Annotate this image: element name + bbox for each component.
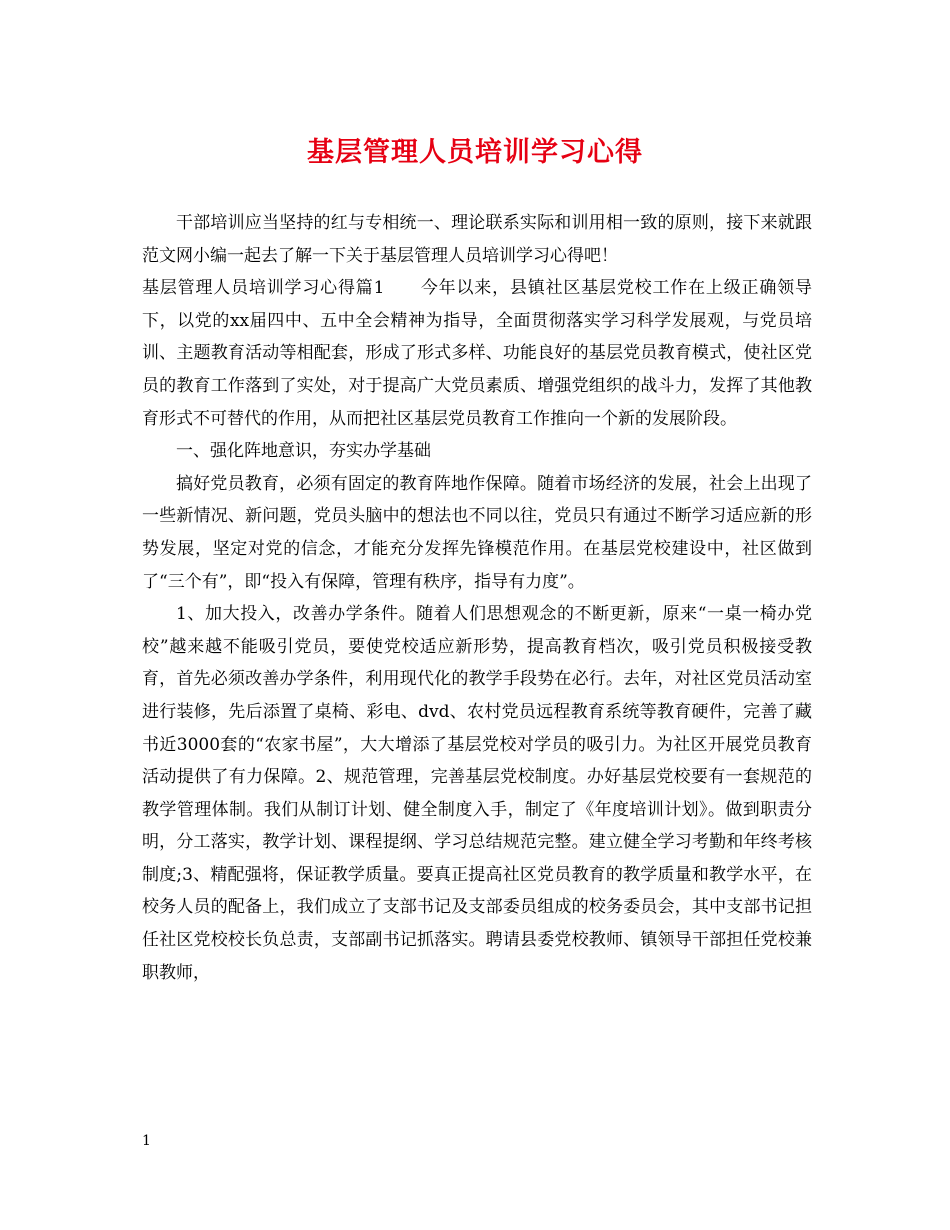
paragraph-intro: 干部培训应当坚持的红与专相统一、理论联系实际和训用相一致的原则，接下来就跟范文网小编一起去了解一下关于基层管理人员培训学习心得吧！: [142, 213, 812, 266]
document-title: 基层管理人员培训学习心得: [307, 137, 643, 168]
section-heading: 一、强化阵地意识，夯实办学基础: [176, 441, 431, 462]
document-body: [142, 207, 812, 989]
paragraph-investment: 1、加大投入，改善办学条件。随着人们思想观念的不断更新，原来“一桌一椅办党校”越来越不能吸引党员，要使党校适应新形势，提高教育档次，吸引党员积极接受教育，首先必须改善办学条件，利用现代化的教学手段势在必行。去年，对社区党员活动室进行装修，先后添置了桌椅、彩电、dvd、农村党员远程教育系统等教育硬件，完善了藏书近3000套的“农家书屋”，大大增添了基层党校对学员的吸引力。为社区开展党员教育活动提供了有力保障。2、规范管理，完善基层党校制度。办好基层党校要有一套规范的教学管理体制。我们从制订计划、健全制度入手，制定了《年度培训计划》。做到职责分明，分工落实，教学计划、课程提纲、学习总结规范完整。建立健全学习考勤和年终考核制度;3、精配强将，保证教学质量。要真正提高社区党员教育的教学质量和教学水平，在校务人员的配备上，我们成立了支部书记及支部委员组成的校务委员会，其中支部书记担任社区党校校长负总责，支部副书记抓落实。聘请县委党校教师、镇领导干部担任党校兼职教师，: [142, 604, 812, 983]
paragraph-part-1: 基层管理人员培训学习心得篇1 今年以来，县镇社区基层党校工作在上级正确领导下，以党的xx届四中、五中全会精神为指导，全面贯彻落实学习科学发展观，与党员培训、主题教育活动等相配套，形成了形式多样、功能良好的基层党员教育模式，使社区党员的教育工作落到了实处，对于提高广大党员素质、增强党组织的战斗力，发挥了其他教育形式不可替代的作用，从而把社区基层党员教育工作推向一个新的发展阶段。: [142, 278, 812, 429]
paragraph-education-base: 搞好党员教育，必须有固定的教育阵地作保障。随着市场经济的发展，社会上出现了一些新情况、新问题，党员头脑中的想法也不同以往，党员只有通过不断学习适应新的形势发展，坚定对党的信念，才能充分发挥先锋模范作用。在基层党校建设中，社区做到了“三个有”，即“投入有保障，管理有秩序，指导有力度”。: [142, 473, 812, 592]
page-number: 1: [142, 1133, 151, 1149]
